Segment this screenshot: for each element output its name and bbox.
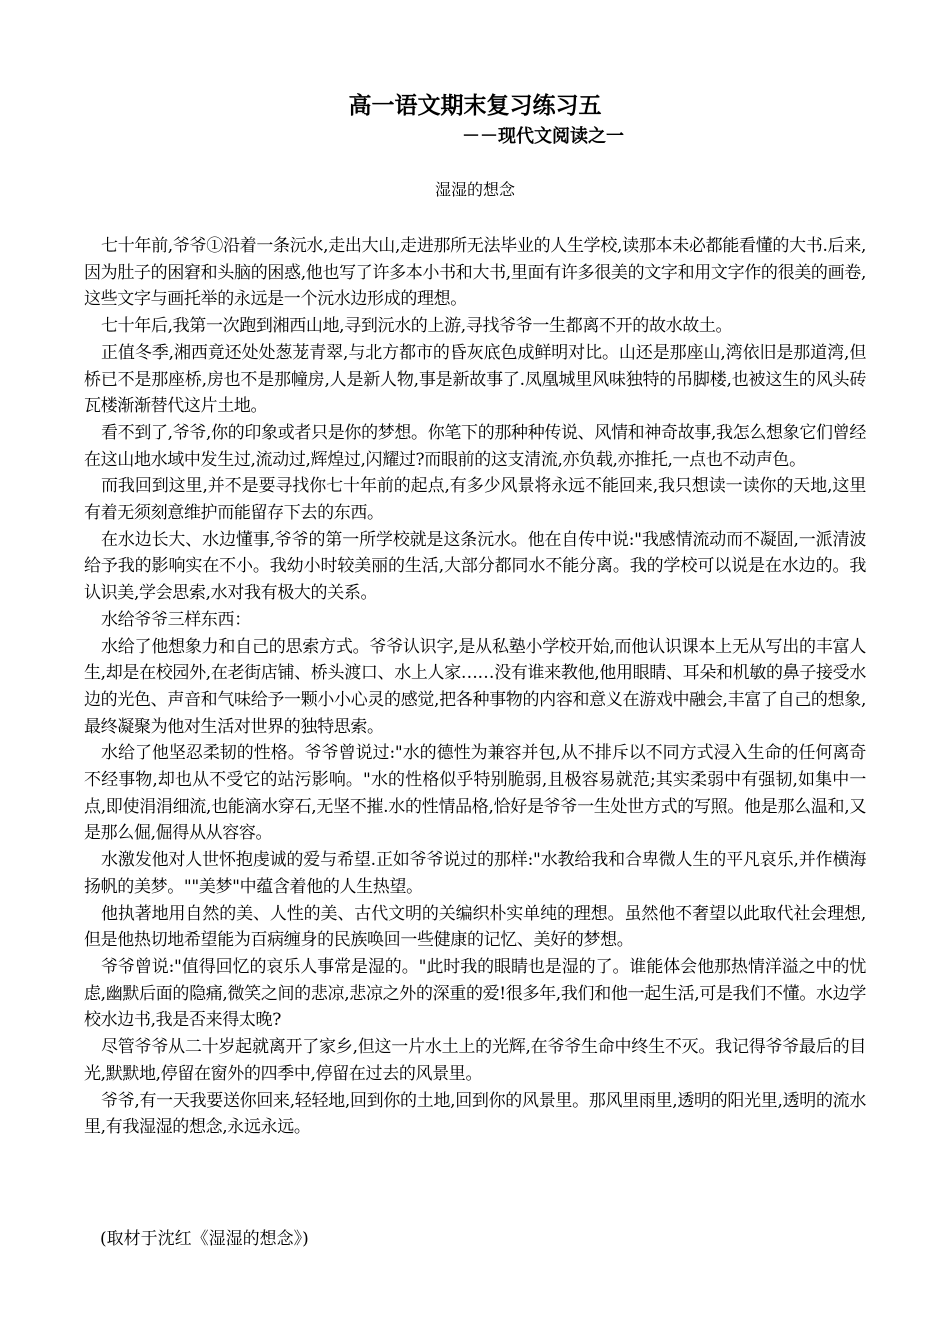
- paragraph: 爷爷曾说:"值得回忆的哀乐人事常是湿的。"此时我的眼睛也是湿的了。谁能体会他那热情洋溢之中的忧虑,幽默后面的隐痛,微笑之间的悲凉,悲凉之外的深重的爱!很多年,我们和他一起生活,可是我们不懂。水边学校水边书,我是否来得太晚?: [84, 956, 866, 1031]
- paragraph: 七十年前,爷爷①沿着一条沅水,走出大山,走进那所无法毕业的人生学校,读那本未必都能看懂的大书.后来,因为肚子的困窘和头脑的困惑,他也写了许多本小书和大书,里面有许多很美的文字和用文字作的很美的画卷,这些文字与画托举的永远是一个沅水边形成的理想。: [84, 236, 866, 310]
- paragraph: 水给了他想象力和自己的思索方式。爷爷认识字,是从私塾小学校开始,而他认识课本上无从写出的丰富人生,却是在校园外,在老街店铺、桥头渡口、水上人家……没有谁来教他,他用眼睛、耳朵和机敏的鼻子接受水边的光色、声音和气味给予一颗小小心灵的感觉,把各种事物的内容和意义在游戏中融会,丰富了自己的想象,最终凝聚为他对生活对世界的独特思索。: [84, 636, 866, 737]
- paragraph: 而我回到这里,并不是要寻找你七十年前的起点,有多少风景将永远不能回来,我只想读一读你的天地,这里有着无须刻意维护而能留存下去的东西。: [84, 476, 866, 524]
- paragraph: 水给爷爷三样东西：: [101, 609, 251, 630]
- paragraph: 爷爷,有一天我要送你回来,轻轻地,回到你的土地,回到你的风景里。那风里雨里,透明的阳光里,透明的流水里,有我湿湿的想念,永远永远。: [84, 1090, 866, 1138]
- paragraph: 水激发他对人世怀抱虔诚的爱与希望.正如爷爷说过的那样:"水教给我和合卑微人生的平凡哀乐,并作横海扬帆的美梦。""美梦"中蕴含着他的人生热望。: [84, 850, 866, 897]
- page-title: 高一语文期末复习练习五: [348, 93, 602, 119]
- paragraph: 他执著地用自然的美、人性的美、古代文明的关编织朴实单纯的理想。虽然他不奢望以此取代社会理想,但是他热切地希望能为百病缠身的民族唤回一些健康的记忆、美好的梦想。: [84, 903, 866, 951]
- paragraph: 看不到了,爷爷,你的印象或者只是你的梦想。你笔下的那种种传说、风情和神奇故事,我怎么想象它们曾经在这山地水域中发生过,流动过,辉煌过,闪耀过?而眼前的这支清流,亦负载,亦推托,一点也不动声色。: [84, 422, 866, 470]
- paragraph: 在水边长大、水边懂事,爷爷的第一所学校就是这条沅水。他在自传中说:"我感情流动而不凝固,一派清波给予我的影响实在不小。我幼小时较美丽的生活,大部分都同水不能分离。我的学校可以说是在水边的。我认识美,学会思索,水对我有极大的关系。: [84, 529, 866, 604]
- paragraph: 水给了他坚忍柔韧的性格。爷爷曾说过:"水的德性为兼容并包,从不排斥以不同方式浸入生命的任何离奇不经事物,却也从不受它的站污影响。"水的性格似乎特别脆弱,且极容易就范;其实柔弱中有强韧,如集中一点,即使涓涓细流,也能滴水穿石,无坚不摧.水的性情品格,恰好是爷爷一生处世方式的写照。他是那么温和,又是那么倔,倔得从从容容。: [84, 743, 866, 844]
- article-body: [84, 233, 866, 1141]
- paragraph: 尽管爷爷从二十岁起就离开了家乡,但这一片水土上的光辉,在爷爷生命中终生不灭。我记得爷爷最后的目光,默默地,停留在窗外的四季中,停留在过去的风景里。: [84, 1037, 866, 1084]
- paragraph: 七十年后,我第一次跑到湘西山地,寻到沅水的上游,寻找爷爷一生都离不开的故水故土。: [101, 316, 733, 337]
- article-title: 湿湿的想念: [434, 180, 515, 199]
- paragraph: 正值冬季,湘西竟还处处葱茏青翠,与北方都市的昏灰底色成鲜明对比。山还是那座山,湾依旧是那道湾,但桥已不是那座桥,房也不是那幢房,人是新人物,事是新故事了.凤凰城里风味独特的吊脚楼,也被这生的风头砖瓦楼渐渐替代这片土地。: [84, 342, 866, 417]
- page-subtitle: －－现代文阅读之一: [462, 126, 624, 147]
- article-source: (取材于沈红《湿湿的想念》): [100, 1229, 309, 1249]
